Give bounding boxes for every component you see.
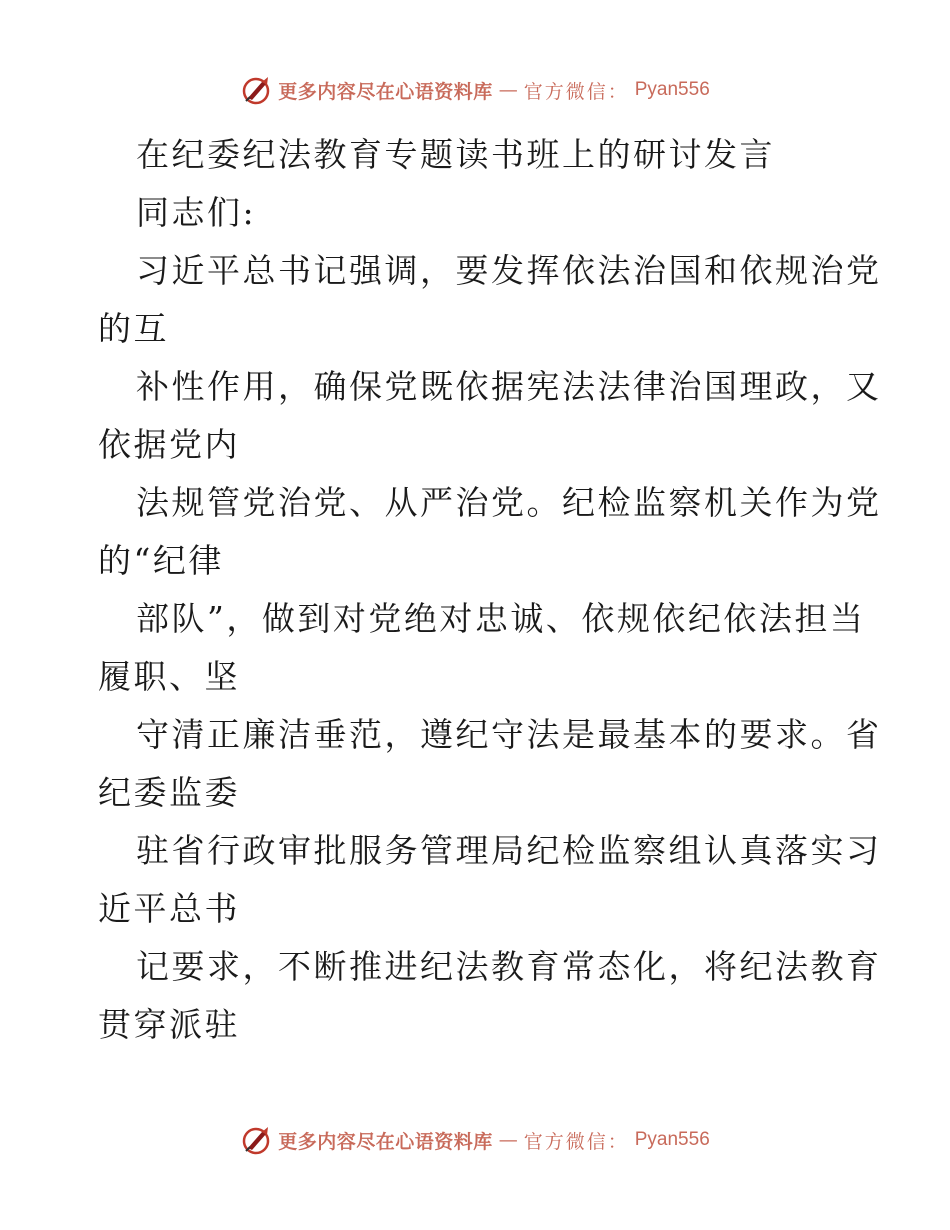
text-line: 的“纪律: [98, 541, 224, 580]
watermark-wechat-id: Pyan556: [634, 1129, 710, 1150]
text-line: 纪委监委: [98, 773, 240, 812]
header-watermark: [0, 70, 950, 110]
text-line: 依据党内: [98, 425, 240, 464]
document-title: 在纪委纪法教育专题读书班上的研讨发言: [136, 135, 775, 174]
watermark-main-text: 更多内容尽在心语资料库: [278, 1130, 493, 1153]
watermark-wechat-id: Pyan556: [634, 79, 710, 100]
text-line: 习近平总书记强调，要发挥依法治国和依规治党: [136, 251, 882, 290]
watermark-dash: —: [498, 79, 518, 101]
text-line: 履职、坚: [98, 657, 240, 696]
footer-watermark: [0, 1120, 950, 1160]
quill-pen-logo-icon: [240, 74, 272, 106]
watermark-sub-text: 官方微信：: [523, 80, 629, 103]
text-line: 记要求，不断推进纪法教育常态化，将纪法教育: [136, 947, 882, 986]
text-line: 补性作用，确保党既依据宪法法律治国理政，又: [136, 367, 882, 406]
watermark-sub-text: 官方微信：: [523, 1130, 629, 1153]
text-line: 部队”，做到对党绝对忠诚、依规依纪依法担当: [136, 599, 866, 638]
text-line: 守清正廉洁垂范，遵纪守法是最基本的要求。省: [136, 715, 882, 754]
document-body: [98, 126, 882, 1054]
text-line: 近平总书: [98, 889, 240, 928]
watermark-dash: —: [498, 1129, 518, 1151]
paragraph-lines: [98, 242, 882, 1054]
watermark-main-text: 更多内容尽在心语资料库: [278, 80, 493, 103]
text-line: 驻省行政审批服务管理局纪检监察组认真落实习: [136, 831, 882, 870]
text-line: 贯穿派驻: [98, 1005, 240, 1044]
text-line: 的互: [98, 309, 169, 348]
salutation: 同志们:: [136, 193, 257, 232]
text-line: 法规管党治党、从严治党。纪检监察机关作为党: [136, 483, 882, 522]
quill-pen-logo-icon: [240, 1124, 272, 1156]
